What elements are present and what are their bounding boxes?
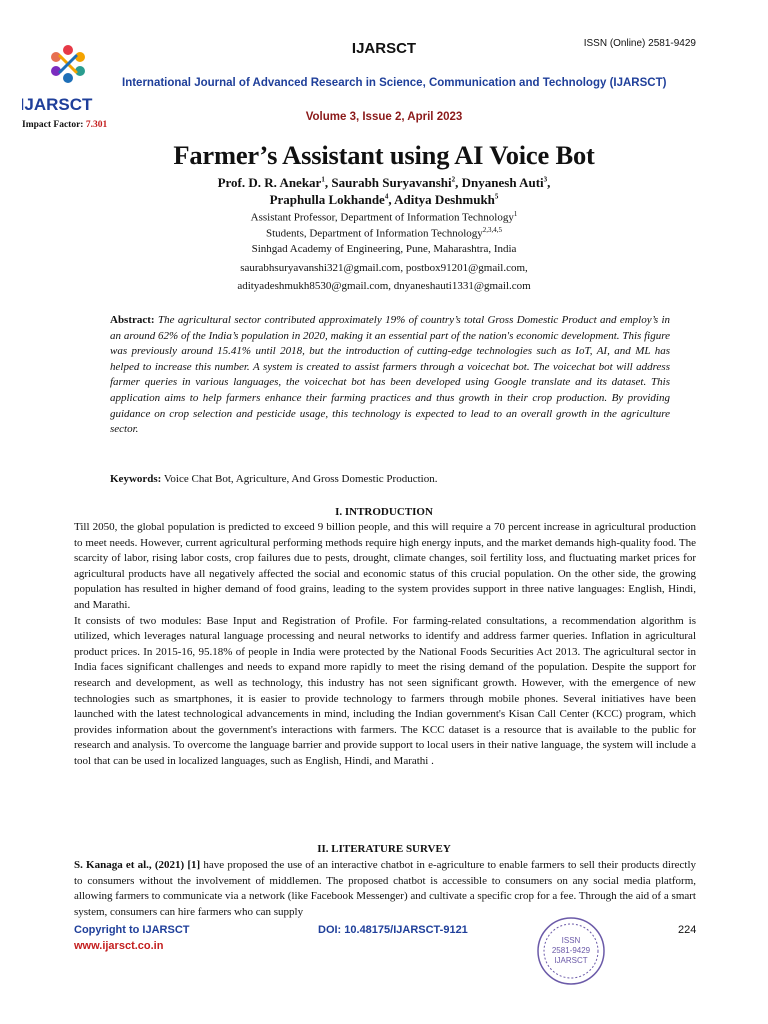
copyright: Copyright to IJARSCT	[74, 924, 190, 936]
author-name: Prof. D. R. Anekar	[217, 175, 322, 190]
impact-value: 7.301	[85, 120, 108, 130]
impact-factor	[22, 120, 107, 130]
abstract-label: Abstract:	[110, 314, 155, 326]
author-emails-2: adityadeshmukh8530@gmail.com, dnyaneshauti1331@gmail.com	[237, 280, 531, 292]
affiliation-3: Sinhgad Academy of Engineering, Pune, Maharashtra, India	[251, 243, 517, 255]
affiliation-sup: 2,3,4,5	[482, 226, 503, 234]
author-sup: 1	[321, 175, 325, 184]
author-name: Saurabh Suryavanshi	[331, 175, 452, 190]
volume-issue: Volume 3, Issue 2, April 2023	[305, 111, 463, 123]
affiliation-text: Students, Department of Information Technology	[265, 227, 483, 240]
affiliation-sup: 1	[513, 210, 518, 218]
journal-website-link[interactable]: www.ijarsct.co.in	[74, 940, 164, 952]
issn-online: ISSN (Online) 2581-9429	[583, 38, 696, 49]
intro-paragraph-2: It consists of two modules: Base Input and Registration of Profile. For farming-related consultations, a recommendation algorithm is utilized, which leverages natural language processing and neural networks to identify and address farmer queries. Inflation in agricultural product prices. In 2015-16, 95.18% of people in India were protected by the National Foods Securities Act 2013. The agricultural sector in India faces significant challenges and needs to expand more rapidly to meet the rising demand of the population. Despite the support for research and development, as well as technology, this industry has not seen significant growth. However, with the emergence of new technologies such as smartphones, it is easier to provide technology to farmers through mobile phones. Several initiatives have been launched with the latest technological advancements in mind, including the Indian government's Kisan Call Center (KCC) program, which provides information about the government's interactions with farmers. The KCC dataset is a resource that is available to the public for research and analysis. To overcome the language barrier and provide support to local users in their native language, the system will include a tool that can be used in localized languages, such as English, Hindi, and Marathi .	[74, 614, 696, 767]
section-heading-introduction: I. INTRODUCTION	[335, 506, 433, 518]
author-line-2	[0, 192, 768, 208]
intro-paragraph-1: Till 2050, the global population is predicted to exceed 9 billion people, and this will require a 70 percent increase in agricultural production to meet needs. However, current agricultural performing methods require high energy inputs, and the market demands high-quality food. The scarcity of labor, rising labor costs, crop failures due to pests, drought, climate changes, soil fertility loss, and fluctuating market prices for agricultural products have all negatively affected the social and economic status of this crucial population. On the other side, the growing population has resulted in higher demand of food grains, leading to the system provides support in three native languages: English, Hindi, and Marathi.	[74, 521, 696, 611]
author-sep: ,	[388, 192, 395, 207]
stamp-line-3: IJARSCT	[554, 956, 588, 965]
journal-full-title: International Journal of Advanced Research in Science, Communication and Technology (IJARSCT)	[122, 77, 667, 89]
stamp-line-2: 2581-9429	[551, 946, 591, 955]
author-sep: ,	[324, 175, 332, 190]
paper-title: Farmer’s Assistant using AI Voice Bot	[173, 140, 595, 170]
abstract-text: The agricultural sector contributed approximately 19% of country’s total Gross Domestic Product and employ’s in an around 62% of the India’s population in 2020, making it an essential part of the nation's economic development. This figure was previously around 15.41% until 2018, but the introduction of cutting-edge technologies such as IoT, AI, and ML has helped to increase this number. A system is created to assist farmers through a voicechat bot. The voicechat bot will address farmer queries in various languages, the voicechat bot has been developed using Google translate and its dataset. This application aims to help farmers enhance their farming practices and thus growth in their crop production. By providing guidance on crop selection and pesticide usage, this technology is expected to lead to an overall growth in the agriculture sector.	[110, 314, 671, 436]
journal-short-title: IJARSCT	[351, 40, 417, 57]
introduction-body	[74, 520, 696, 770]
citation-lead: S. Kanaga et al., (2021) [1]	[74, 859, 201, 871]
author-name: Aditya Deshmukh	[394, 192, 495, 207]
author-sup: 5	[494, 192, 499, 201]
author-sup: 2	[451, 175, 456, 184]
literature-text: have proposed the use of an interactive chatbot in e-agriculture to enable farmers to sell their products directly to consumers without the involvement of middlemen. The proposed chatbot is accessible to consumers on any social media platform, allowing farmers to communicate via a network (like Facebook Messenger) and cultivate a specific crop for a fee. Through the aid of a smart system, consumers can hire farmers who can supply	[74, 859, 696, 918]
literature-body	[74, 858, 696, 920]
impact-label: Impact Factor:	[22, 120, 86, 130]
section-heading-literature-survey: II. LITERATURE SURVEY	[317, 843, 451, 855]
stamp-line-1: ISSN	[561, 936, 581, 945]
author-sup: 3	[543, 175, 548, 184]
page-number: 224	[678, 924, 697, 936]
keywords-label: Keywords:	[110, 473, 162, 485]
author-name: Dnyanesh Auti	[461, 175, 544, 190]
keywords	[110, 473, 670, 485]
author-sep: ,	[547, 175, 551, 190]
doi-link[interactable]: DOI: 10.48175/IJARSCT-9121	[318, 924, 468, 936]
affiliation-2	[0, 226, 768, 240]
affiliation-text: Assistant Professor, Department of Information Technology	[250, 211, 514, 224]
logo-text: IJARSCT	[22, 95, 93, 114]
author-emails-1: saurabhsuryavanshi321@gmail.com, postbox91201@gmail.com,	[240, 262, 528, 274]
author-sup: 4	[384, 192, 389, 201]
author-name: Praphulla Lokhande	[269, 192, 385, 207]
affiliation-1	[0, 210, 768, 224]
abstract	[110, 313, 670, 438]
author-sep: ,	[455, 175, 462, 190]
author-line-1	[0, 175, 768, 191]
keywords-text: Voice Chat Bot, Agriculture, And Gross Domestic Production.	[163, 473, 438, 485]
issn-stamp	[536, 916, 606, 986]
